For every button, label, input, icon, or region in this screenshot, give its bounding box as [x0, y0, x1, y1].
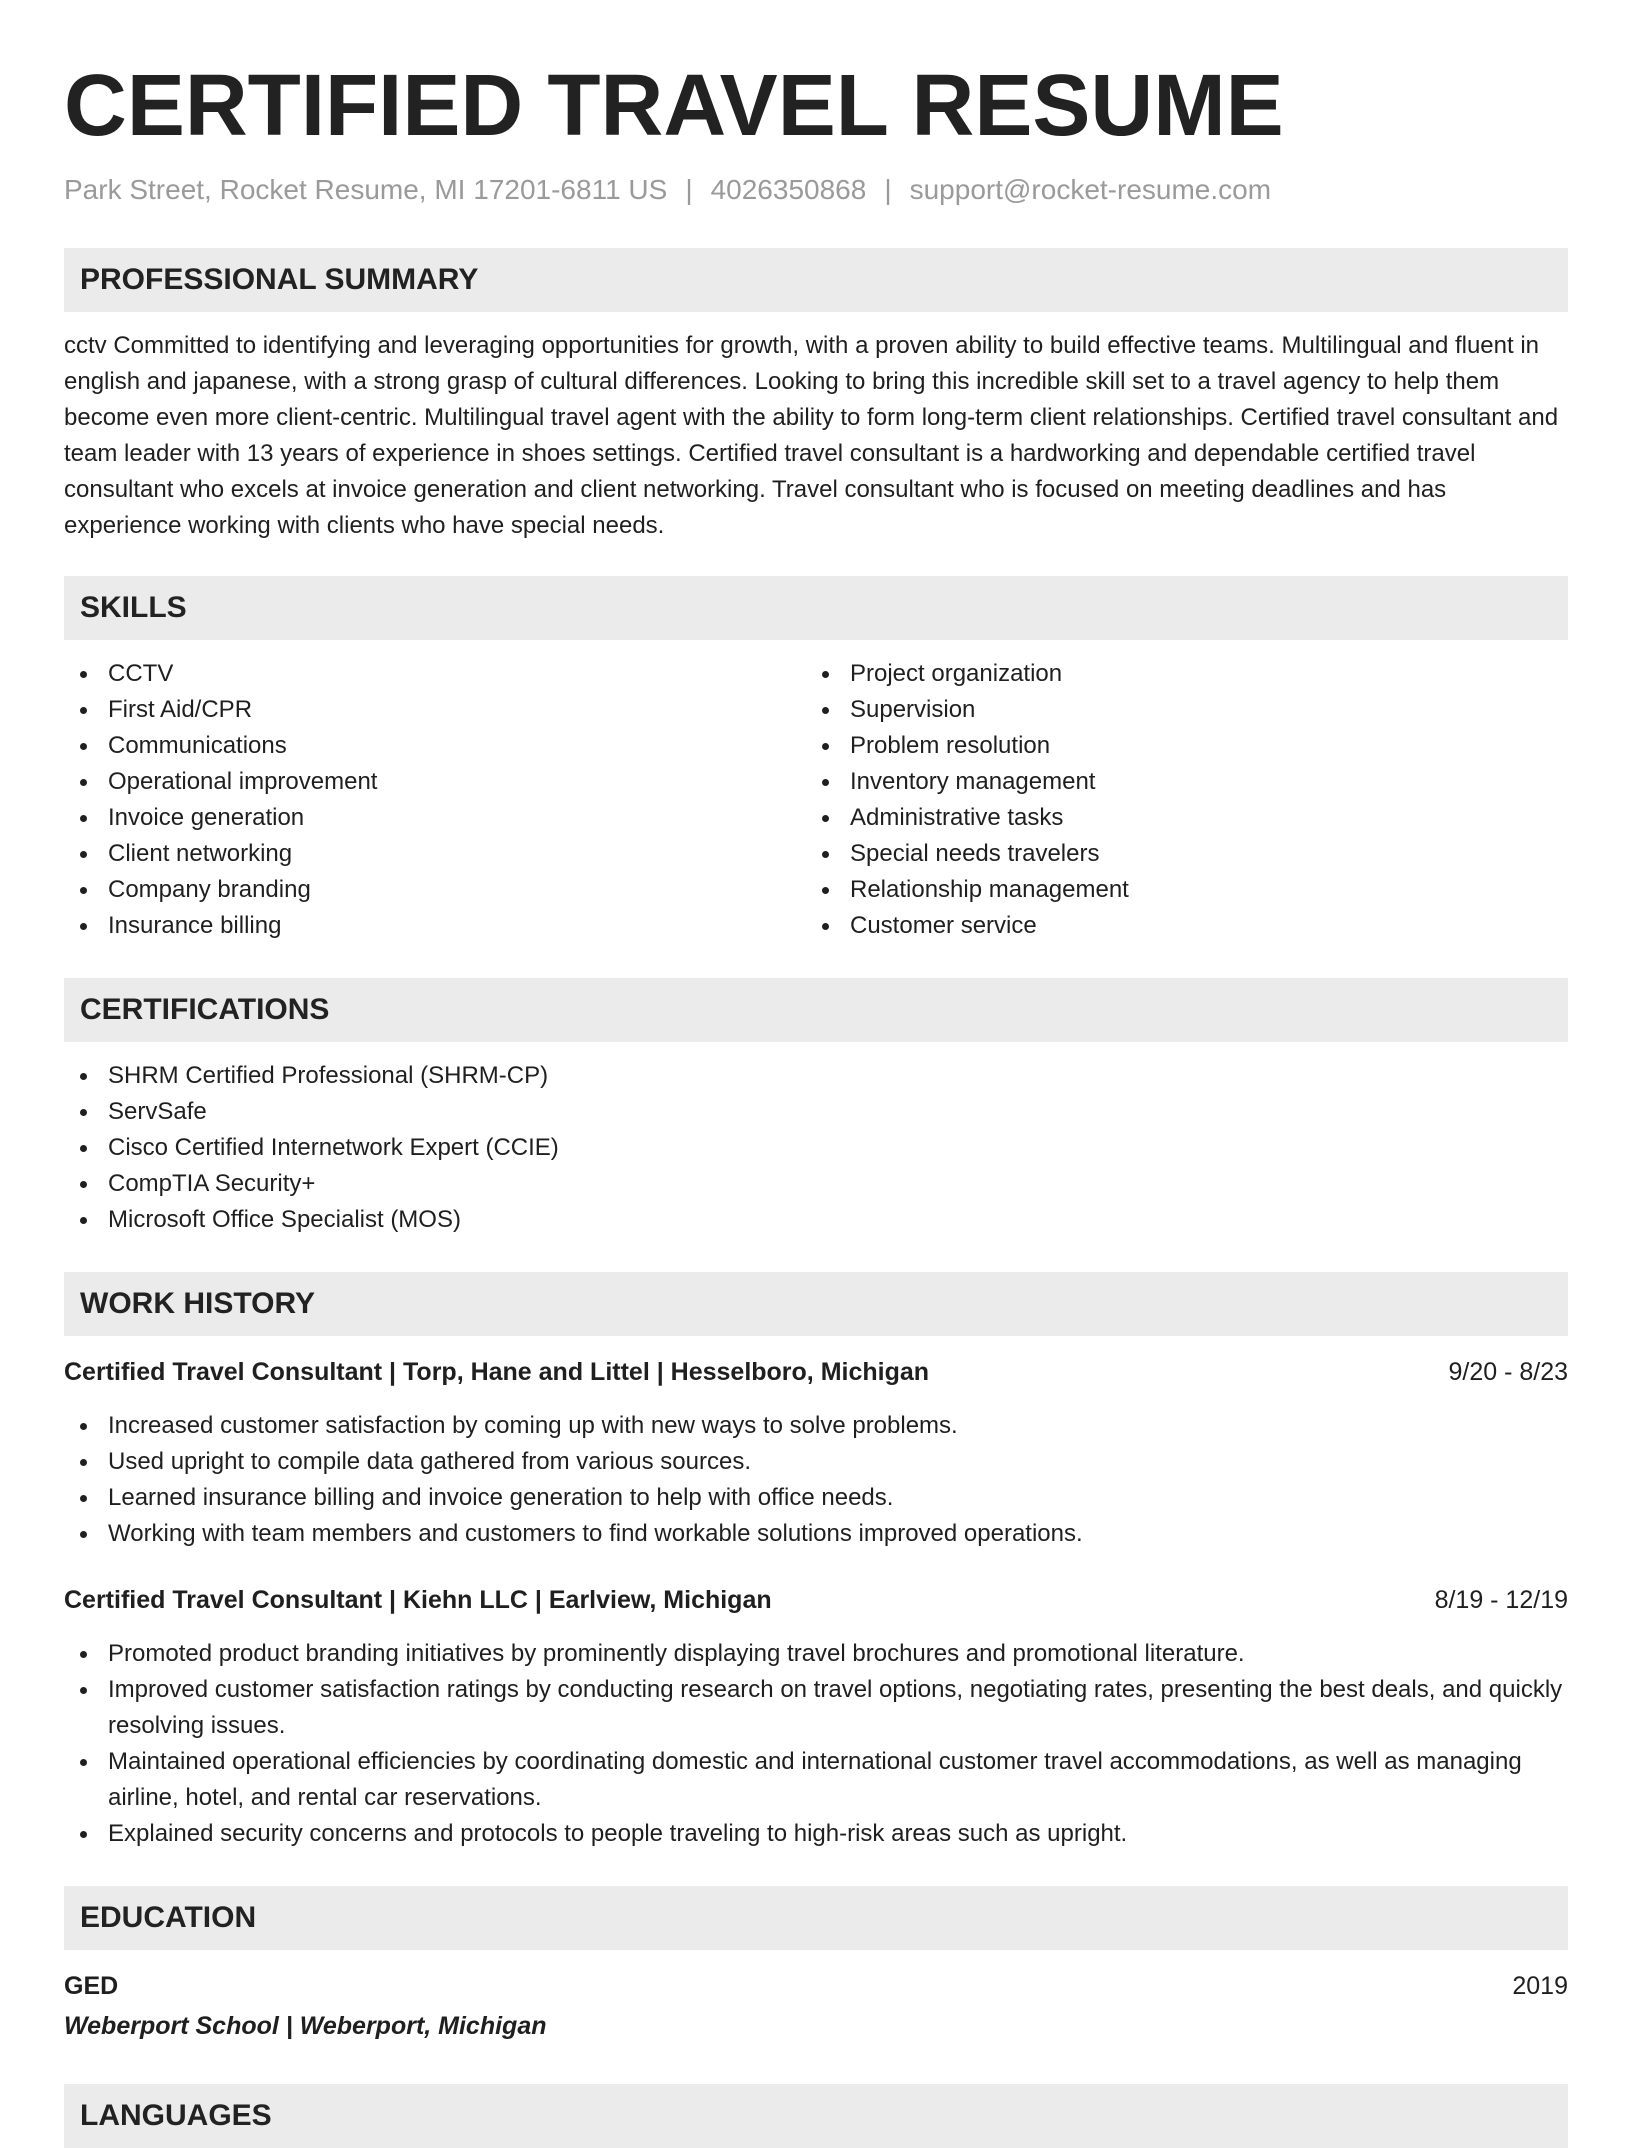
job-title: Certified Travel Consultant | Torp, Hane and Littel | Hesselboro, Michigan	[64, 1358, 930, 1386]
job-bullets	[64, 1636, 1568, 1852]
summary-text: cctv Committed to identifying and leveraging opportunities for growth, with a proven ability to build effective teams. Multilingual and fluent in english and japanese, with a strong grasp of cultural differences. Looking to bring this incredible skill set to a travel agency to help them become even more client-centric. Multilingual travel agent with the ability to form long-term client relationships. Certified travel consultant and team leader with 13 years of experience in shoes settings. Certified travel consultant is a hardworking and dependable certified travel consultant who excels at invoice generation and client networking. Travel consultant who is focused on meeting deadlines and has experience working with clients who have special needs.	[64, 332, 1559, 539]
job-bullet: Explained security concerns and protocols to people traveling to high-risk areas such as upright.	[64, 1816, 1568, 1852]
job-dates: 9/20 - 8/23	[1448, 1358, 1568, 1386]
job-bullet: Increased customer satisfaction by coming up with new ways to solve problems.	[64, 1408, 1568, 1444]
job-title: Certified Travel Consultant | Kiehn LLC | Earlview, Michigan	[64, 1586, 772, 1614]
skill-item: CCTV	[64, 656, 806, 692]
work-history-heading: WORK HISTORY	[64, 1272, 1568, 1336]
job-bullet: Improved customer satisfaction ratings by conducting research on travel options, negotiating rates, presenting the best deals, and quickly resolving issues.	[64, 1672, 1568, 1744]
job-bullet: Maintained operational efficiencies by coordinating domestic and international customer travel accommodations, as well as managing airline, hotel, and rental car reservations.	[64, 1744, 1568, 1816]
job-header	[64, 1354, 1568, 1390]
job-header	[64, 1582, 1568, 1618]
contact-separator: |	[685, 174, 693, 205]
skill-item: Invoice generation	[64, 800, 806, 836]
contact-separator: |	[884, 174, 892, 205]
job-bullet: Used upright to compile data gathered from various sources.	[64, 1444, 1568, 1480]
skills-list	[64, 656, 1568, 944]
phone: 4026350868	[710, 174, 867, 205]
skill-item: Relationship management	[806, 872, 1548, 908]
job-bullet: Promoted product branding initiatives by prominently displaying travel brochures and promotional literature.	[64, 1636, 1568, 1672]
job-bullet: Working with team members and customers to find workable solutions improved operations.	[64, 1516, 1568, 1552]
languages-heading: LANGUAGES	[64, 2084, 1568, 2148]
job-bullet: Learned insurance billing and invoice generation to help with office needs.	[64, 1480, 1568, 1516]
skill-item: Company branding	[64, 872, 806, 908]
skill-item: Supervision	[806, 692, 1548, 728]
skill-item: Client networking	[64, 836, 806, 872]
education-year: 2019	[1512, 1972, 1568, 2000]
email: support@rocket-resume.com	[909, 174, 1272, 205]
skill-item: Operational improvement	[64, 764, 806, 800]
job-bullets	[64, 1408, 1568, 1552]
certification-item: CompTIA Security+	[64, 1166, 1568, 1202]
skill-item: Administrative tasks	[806, 800, 1548, 836]
certification-item: SHRM Certified Professional (SHRM-CP)	[64, 1058, 1568, 1094]
skill-item: Customer service	[806, 908, 1548, 944]
job-dates: 8/19 - 12/19	[1434, 1586, 1568, 1614]
certification-item: ServSafe	[64, 1094, 1568, 1130]
contact-line	[64, 170, 1568, 210]
education-school: Weberport School | Weberport, Michigan	[64, 2012, 547, 2040]
skills-column-left	[64, 656, 806, 944]
job-entry	[64, 1354, 1568, 1552]
skill-item: Inventory management	[806, 764, 1548, 800]
skill-item: Insurance billing	[64, 908, 806, 944]
skill-item: Special needs travelers	[806, 836, 1548, 872]
education-heading: EDUCATION	[64, 1886, 1568, 1950]
certification-item: Cisco Certified Internetwork Expert (CCIE)	[64, 1130, 1568, 1166]
skill-item: First Aid/CPR	[64, 692, 806, 728]
certifications-heading: CERTIFICATIONS	[64, 978, 1568, 1042]
skill-item: Communications	[64, 728, 806, 764]
summary-heading: PROFESSIONAL SUMMARY	[64, 248, 1568, 312]
resume-name: CERTIFIED TRAVEL RESUME	[64, 57, 1284, 154]
job-entry	[64, 1582, 1568, 1852]
skill-item: Problem resolution	[806, 728, 1548, 764]
address: Park Street, Rocket Resume, MI 17201-6811 US	[64, 174, 668, 205]
skill-item: Project organization	[806, 656, 1548, 692]
education-header	[64, 1968, 1568, 2004]
certification-item: Microsoft Office Specialist (MOS)	[64, 1202, 1568, 1238]
certifications-list	[64, 1058, 1568, 1238]
skills-heading: SKILLS	[64, 576, 1568, 640]
skills-column-right	[806, 656, 1548, 944]
education-degree: GED	[64, 1972, 119, 2000]
